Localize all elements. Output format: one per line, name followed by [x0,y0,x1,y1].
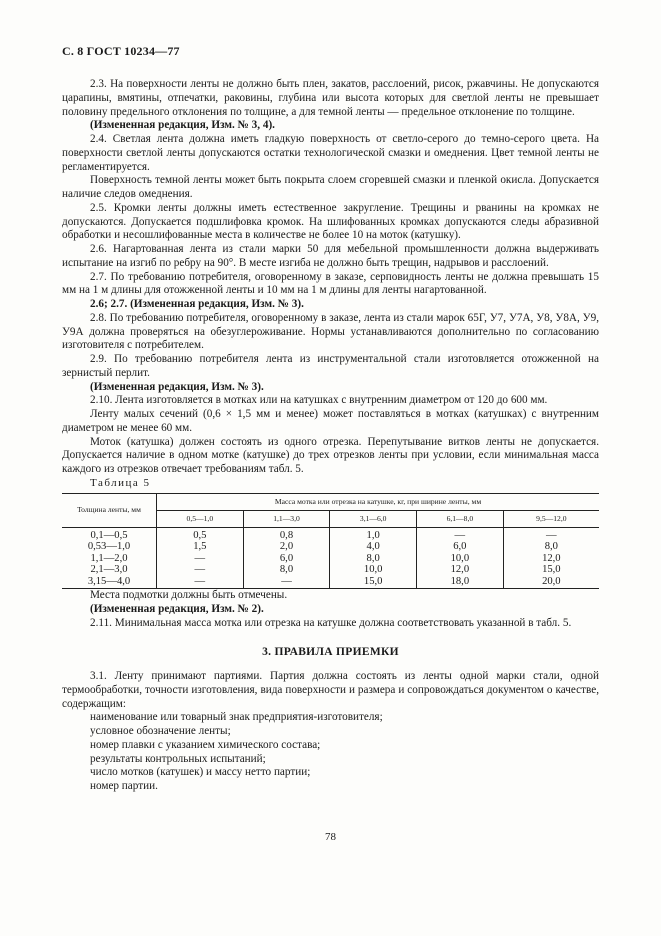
table-row [62,564,599,576]
thickness-cell: 1,1—2,0 [90,552,128,564]
mass-cell: 4,0 [330,541,417,553]
paragraph-4: 2.5. Кромки ленты должны иметь естественное закругление. Трещины и рванины на кромках не допускаются. Допускается подшлифовка кромок. На шлифованных кромках допускаются следы абразивной обработки и несошлифованные места в количестве не более 10 на моток (катушку). [62,201,599,242]
document-body [62,78,599,794]
mass-cell: — [243,576,330,589]
table-row [62,576,599,589]
thickness-column-header: Толщина ленты, мм [62,493,157,527]
table-row [62,541,599,553]
mass-cell: — [503,527,599,541]
paragraph-0: 2.3. На поверхности ленты не должно быть плен, закатов, расслоений, рисок, ржавчины. Не допускаются царапины, вмятины, отпечатки, раковины, глубина или высота которых для светлой ленты не превышает половину предельного отклонения по толщине, а для темной ленты — предельное отклонение по толщине. [62,78,599,118]
list-item: номер партии. [90,780,158,792]
table-row [62,553,599,565]
mass-cell: 1,0 [330,527,417,541]
document-contents-list [62,711,599,794]
paragraph-10: (Измененная редакция, Изм. № 3). [90,380,264,393]
list-item: результаты контрольных испытаний; [90,752,266,765]
mass-cell: 10,0 [330,564,417,576]
paragraph-13: Моток (катушка) должен состоять из одного отрезка. Перепутывание витков ленты не допускается. Допускается наличие в одном мотке (катушке) до трех отрезков ленты при условии, если минимальная масса каждого из отрезков отвечает требованиям табл. 5. [62,435,599,475]
paragraph-1: (Измененная редакция, Изм. № 3, 4). [90,119,275,132]
mass-cell: 2,0 [243,541,330,553]
width-header: 0,5—1,0 [157,510,244,527]
paragraph-6: 2.7. По требованию потребителя, оговоренному в заказе, серповидность ленты не должна превышать 15 мм на 1 м длины для отожженной ленты и 10 мм на 1 м длины для ленты нагартованной. [62,270,599,297]
width-header: 3,1—6,0 [330,510,417,527]
paragraph-7: 2.6; 2.7. (Измененная редакция, Изм. № 3). [90,298,304,310]
mass-cell: 6,0 [417,541,504,553]
mass-group-header: Масса мотка или отрезка на катушке, кг, при ширине ленты, мм [157,493,600,510]
mass-cell: 15,0 [503,564,599,576]
paragraph-2: 2.4. Светлая лента должна иметь гладкую поверхность от светло-серого до темно-серого цвета. На поверхности светлой ленты допускаются остатки технологической смазки и омеднения. Цвет темной ленты не регламентируется. [62,133,599,173]
paragraph-11: 2.10. Лента изготовляется в мотках или на катушках с внутренним диаметром от 120 до 600 мм. [90,394,548,407]
paragraph-after-0: Места подмотки должны быть отмечены. [90,589,288,601]
paragraph-after-1: (Измененная редакция, Изм. № 2). [90,602,264,615]
list-item: номер плавки с указанием химического состава; [90,738,321,751]
thickness-cell: 0,1—0,5 [90,529,128,541]
mass-cell: 1,5 [157,541,244,553]
table-5 [62,493,599,590]
thickness-cell: 0,53—1,0 [87,541,131,552]
table-caption: Таблица 5 [90,476,151,489]
mass-cell: 6,0 [243,553,330,565]
paragraph-5: 2.6. Нагартованная лента из стали марки 50 для мебельной промышленности должна выдерживать испытание на изгиб по ребру на 90°. В месте изгиба не должно быть трещин, надрывов и расслоений. [62,243,599,269]
paragraph-8: 2.8. По требованию потребителя, оговоренному в заказе, лента из стали марок 65Г, У7, У7А, У8, У8А, У9, У9А должна проверяться на обезуглероживание. Нормы устанавливаются дополнительно по согласованию изготовителя с потребителем. [62,311,599,352]
paragraphs-before-table [62,78,599,477]
page-number: 78 [325,831,336,843]
thickness-cell: 2,1—3,0 [90,564,128,575]
thickness-cell: 3,15—4,0 [62,576,157,589]
paragraph-3: Поверхность темной ленты может быть покрыта слоем сгоревшей смазки и пленкой окисла. Допускается наличие следов омеднения. [62,174,599,200]
width-header: 1,1—3,0 [243,510,330,527]
mass-cell: 0,8 [243,527,330,541]
page-header: С. 8 ГОСТ 10234—77 [62,44,180,58]
list-item: число мотков (катушек) и массу нетто партии; [90,766,311,779]
mass-cell: 10,0 [417,553,504,565]
list-item: наименование или товарный знак предприятия-изготовителя; [90,711,383,724]
mass-cell: 0,5 [157,527,244,541]
width-header: 6,1—8,0 [417,510,504,527]
mass-cell: — [417,527,504,541]
mass-cell: — [157,576,244,589]
paragraph-12: Ленту малых сечений (0,6 × 1,5 мм и менее) может поставляться в мотках (катушках) с внутренним диаметром не менее 60 мм. [62,408,599,434]
mass-cell: 8,0 [503,541,599,553]
mass-cell: — [157,564,244,576]
mass-cell: 12,0 [503,553,599,565]
mass-cell: 15,0 [330,576,417,589]
section-3-intro: 3.1. Ленту принимают партиями. Партия должна состоять из ленты одной марки стали, одной термообработки, точности изготовления, вида поверхности и размера и сопровождаться документом о качестве, содержащим: [62,670,599,710]
paragraph-9: 2.9. По требованию потребителя лента из инструментальной стали изготовляется отожженной на зернистый перлит. [62,353,599,379]
mass-cell: 20,0 [503,576,599,589]
paragraphs-after-table [62,589,599,630]
table-row [62,527,599,541]
section-3-title: 3. ПРАВИЛА ПРИЕМКИ [262,646,399,659]
mass-cell: 12,0 [417,564,504,576]
mass-cell: 18,0 [417,576,504,589]
mass-cell: 8,0 [243,564,330,576]
mass-cell: 8,0 [330,553,417,565]
list-item: условное обозначение ленты; [90,725,231,737]
mass-cell: — [157,553,244,565]
paragraph-after-2: 2.11. Минимальная масса мотка или отрезка на катушке должна соответствовать указанной в табл. 5. [90,616,572,629]
width-header: 9,5—12,0 [503,510,599,527]
